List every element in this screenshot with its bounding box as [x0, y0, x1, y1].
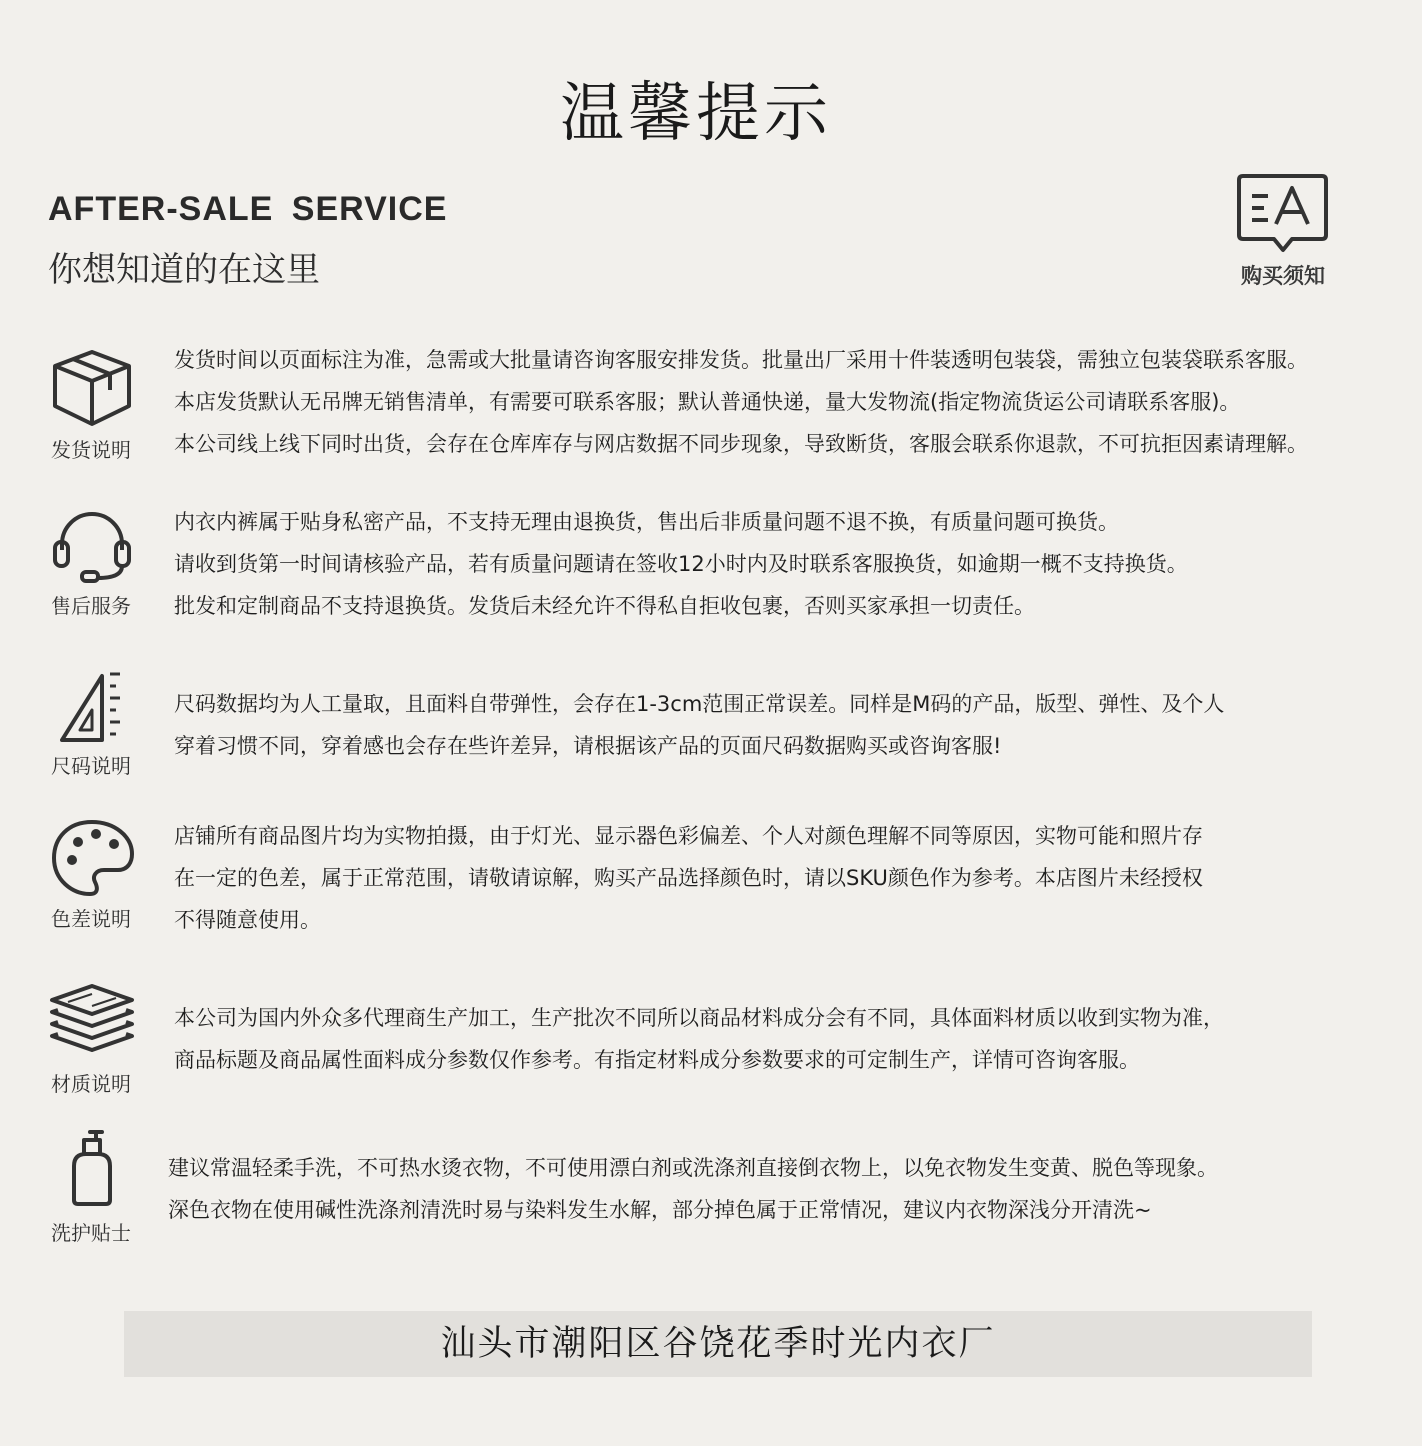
after-sale-heading: AFTER-SALE SERVICE: [48, 190, 448, 228]
text-line: 批发和定制商品不支持退换货。发货后未经允许不得私自拒收包裹，否则买家承担一切责任。: [174, 594, 1035, 618]
section-text-material: [174, 997, 1414, 1081]
section-text-size: [174, 683, 1414, 767]
bottle-icon: [46, 1130, 138, 1210]
text-line: 尺码数据均为人工量取，且面料自带弹性，会存在1-3cm范围正常误差。同样是M码的产品，版型、弹性、及个人: [174, 692, 1225, 716]
text-line: 不得随意使用。: [174, 908, 321, 932]
ruler-icon: [46, 668, 138, 748]
text-line: 在一定的色差，属于正常范围，请敬请谅解，购买产品选择颜色时，请以SKU颜色作为参考。本店图片未经授权: [174, 866, 1203, 890]
section-text-washing: [168, 1147, 1408, 1231]
section-text-color: [174, 815, 1414, 941]
text-line: 本公司线上线下同时出货，会存在仓库库存与网店数据不同步现象，导致断货，客服会联系你退款，不可抗拒因素请理解。: [174, 432, 1308, 456]
layers-icon: [46, 982, 138, 1062]
text-line: 店铺所有商品图片均为实物拍摄，由于灯光、显示器色彩偏差、个人对颜色理解不同等原因，实物可能和照片存: [174, 824, 1203, 848]
text-line: 深色衣物在使用碱性洗涤剂清洗时易与染料发生水解，部分掉色属于正常情况，建议内衣物深浅分开清洗~: [168, 1198, 1152, 1222]
palette-icon: [46, 818, 138, 898]
footer-factory-name: 汕头市潮阳区谷饶花季时光内衣厂: [124, 1311, 1312, 1377]
text-line: 本公司为国内外众多代理商生产加工，生产批次不同所以商品材料成分会有不同，具体面料材质以收到实物为准，: [174, 1006, 1224, 1030]
text-line: 建议常温轻柔手洗，不可热水烫衣物，不可使用漂白剂或洗涤剂直接倒衣物上，以免衣物发生变黄、脱色等现象。: [168, 1156, 1218, 1180]
purchase-notice-label: 购买须知: [1241, 264, 1325, 288]
section-label-material: 材质说明: [51, 1072, 131, 1096]
notice-speech-bubble-icon: [1236, 172, 1330, 256]
after-sale-subtitle: 你想知道的在这里: [48, 250, 320, 290]
section-label-color: 色差说明: [51, 907, 131, 931]
box-icon: [46, 348, 138, 428]
section-label-washing: 洗护贴士: [51, 1221, 131, 1245]
section-label-shipping: 发货说明: [51, 438, 131, 462]
headset-icon: [46, 506, 138, 586]
text-line: 发货时间以页面标注为准，急需或大批量请咨询客服安排发货。批量出厂采用十件装透明包装袋，需独立包装袋联系客服。: [174, 348, 1308, 372]
text-line: 内衣内裤属于贴身私密产品，不支持无理由退换货，售出后非质量问题不退不换，有质量问题可换货。: [174, 510, 1119, 534]
section-label-size: 尺码说明: [51, 754, 131, 778]
page-title: 温馨提示: [560, 77, 832, 151]
text-line: 请收到货第一时间请核验产品，若有质量问题请在签收12小时内及时联系客服换货，如逾期一概不支持换货。: [174, 552, 1188, 576]
section-text-after-sale: [174, 501, 1414, 627]
section-label-after-sale: 售后服务: [51, 594, 131, 618]
text-line: 商品标题及商品属性面料成分参数仅作参考。有指定材料成分参数要求的可定制生产，详情可咨询客服。: [174, 1048, 1140, 1072]
section-text-shipping: [174, 339, 1414, 465]
text-line: 本店发货默认无吊牌无销售清单，有需要可联系客服；默认普通快递，量大发物流(指定物流货运公司请联系客服)。: [174, 390, 1241, 414]
text-line: 穿着习惯不同，穿着感也会存在些许差异，请根据该产品的页面尺码数据购买或咨询客服!: [174, 734, 1002, 758]
